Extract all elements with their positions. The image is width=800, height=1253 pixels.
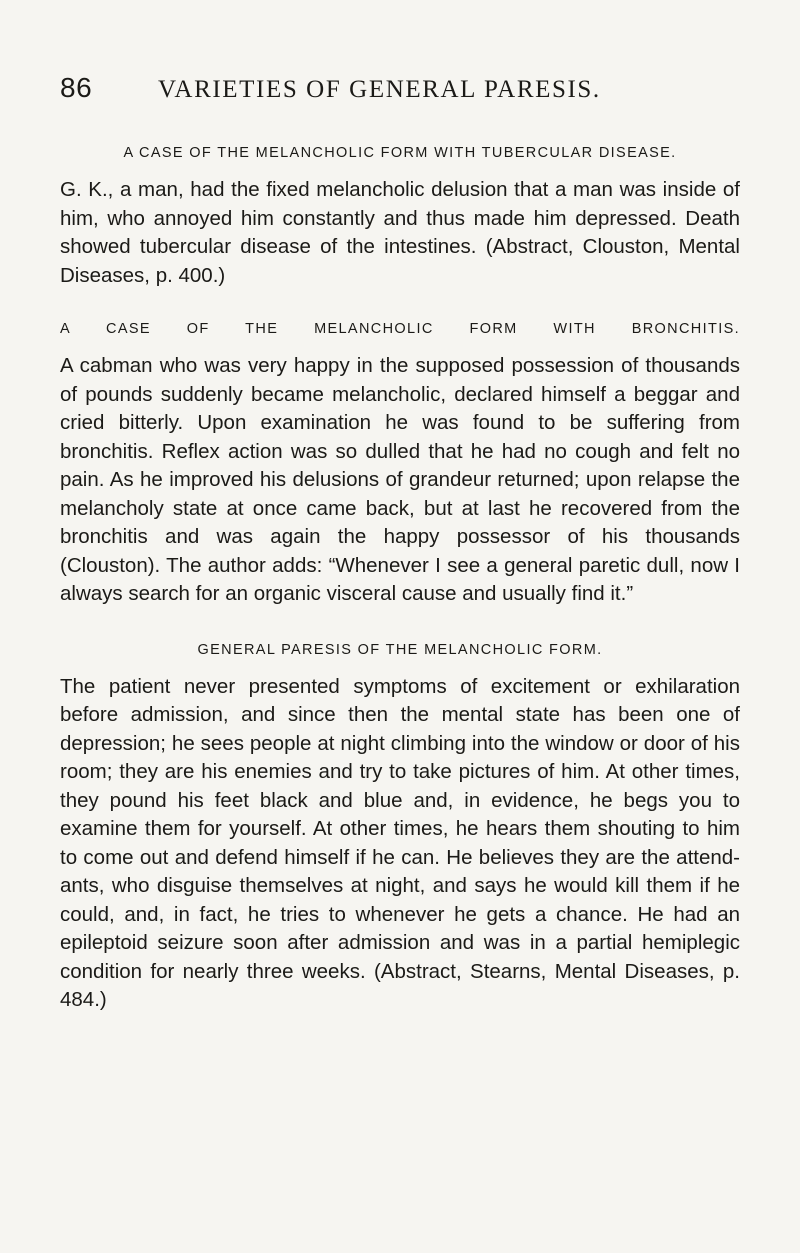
section-heading: GENERAL PARESIS OF THE MELANCHOLIC FORM. (197, 641, 603, 658)
section-body: A cabman who was very happy in the supposed possession of thousands of pounds suddenly became melancholic, declared himself a beggar and cried bitterly. Upon examination he was found to be suffering from bronchitis. Reflex action was so dulled that he had no cough and felt no pain. As he improved his delusions of grandeur returned; upon relapse the melancholy state at once came back, but at last he recovered from the bronchitis and was again the happy possessor of his thousands (Clouston). The author adds: “Whenever I see a general paretic dull, now I always search for an organic visceral cause and usually find it.” (60, 354, 740, 605)
section-heading: A CASE OF THE MELANCHOLIC FORM WITH TUBERCULAR DISEASE. (123, 145, 677, 161)
section-melancholic-paresis (60, 639, 740, 1015)
page-number: 86 (60, 72, 93, 103)
running-title: VARIETIES OF GENERAL PARESIS. (158, 76, 601, 103)
section-body: The patient never presented symptoms of excitement or exhilaration before admission, and since then the mental state has been one of depression; he sees people at night climbing into the window or door of his room; they are his enemies and try to take pictures of him. At other times, they pound his feet black and blue and, in evidence, he begs you to examine them for yourself. At other times, he hears them shouting to him to come out and defend himself if he can. He believes they are the attendants, who disguise themselves at night, and says he would kill them if he could, and, in fact, he tries to whenever he gets a chance. He had an epileptoid seizure soon after admission and was in a partial hemiplegic condition for nearly three weeks. (Abstract, Stearns, Mental Diseases, p. 484.) (60, 674, 740, 1011)
running-head (60, 72, 740, 112)
book-page (60, 72, 740, 1015)
section-bronchitis (60, 318, 740, 609)
spacer (60, 609, 740, 639)
section-tubercular (60, 142, 740, 290)
spacer (60, 290, 740, 318)
section-heading: A CASE OF THE MELANCHOLIC FORM WITH BRONCHITIS. (60, 321, 740, 337)
section-body: G. K., a man, had the fixed melancholic delusion that a man was inside of him, who annoyed him constantly and thus made him depressed. Death showed tubercular disease of the intestines. (Abstract, Clouston, Mental Diseases, p. 400.) (60, 178, 740, 287)
